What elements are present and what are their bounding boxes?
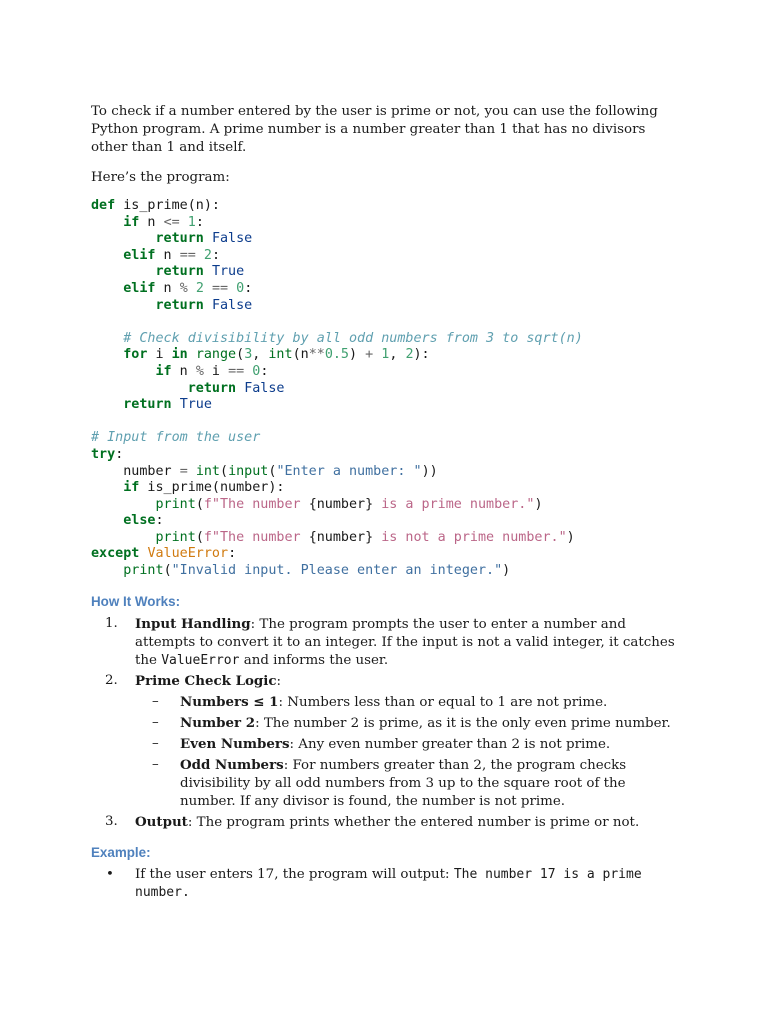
code-comment: # Input from the user — [91, 430, 261, 446]
code-text — [204, 264, 212, 279]
code-text: ( — [268, 463, 277, 479]
code-operator: % — [179, 280, 188, 296]
code-line — [91, 430, 681, 447]
code-text: : — [228, 546, 237, 562]
code-line — [91, 447, 681, 464]
code-text — [236, 381, 244, 396]
sub-title: Number 2 — [180, 714, 256, 731]
code-number: 2 — [203, 247, 212, 263]
list-item — [91, 813, 681, 832]
step-title: Output — [135, 813, 188, 830]
list-number: 3. — [105, 813, 118, 829]
code-keyword: return — [123, 397, 172, 413]
code-text: ( — [236, 347, 245, 363]
code-text — [196, 248, 204, 263]
code-text: )) — [421, 463, 438, 479]
code-fstring: f"The number — [203, 496, 309, 512]
code-operator: + — [365, 347, 374, 363]
code-keyword: if — [123, 214, 140, 230]
code-text — [91, 563, 123, 578]
code-number: 1 — [187, 214, 196, 230]
code-text — [91, 281, 123, 296]
code-text — [91, 248, 123, 263]
code-keyword: try — [91, 446, 116, 462]
code-text: ( — [220, 463, 229, 479]
code-line — [91, 331, 681, 348]
code-text: : — [244, 280, 253, 296]
code-keyword: return — [155, 297, 204, 313]
code-line — [91, 198, 681, 215]
sub-title: Odd Numbers — [180, 756, 284, 773]
sub-list-item — [135, 735, 681, 754]
code-line — [91, 497, 681, 514]
code-number: 1 — [381, 347, 390, 363]
code-constant: True — [211, 264, 245, 280]
code-keyword: return — [155, 231, 204, 247]
code-text — [172, 397, 180, 412]
code-keyword: return — [155, 264, 204, 280]
code-text — [91, 497, 156, 512]
code-text: {number} — [308, 496, 374, 512]
code-number: 0.5 — [324, 347, 349, 363]
code-line — [91, 563, 681, 580]
code-blank-line — [91, 414, 681, 431]
code-text — [204, 298, 212, 313]
code-text: ): — [413, 347, 430, 363]
code-blank-line — [91, 314, 681, 331]
code-line — [91, 248, 681, 265]
sub-list-item — [135, 756, 681, 811]
code-builtin: int — [195, 463, 220, 479]
code-text: {number} — [308, 529, 374, 545]
code-operator: == — [211, 280, 229, 296]
code-string: "Invalid input. Please enter an integer." — [171, 563, 503, 579]
inline-code: ValueError — [161, 652, 240, 668]
code-comment: # Check divisibility by all odd numbers from 3 to sqrt(n) — [123, 330, 583, 346]
code-text — [91, 331, 123, 346]
code-constant: False — [211, 297, 253, 313]
example-text: If the user enters 17, the program will output: — [135, 866, 454, 882]
code-text: n — [171, 363, 196, 379]
code-line — [91, 397, 681, 414]
sub-text: : Any even number greater than 2 is not prime. — [289, 736, 611, 752]
code-text: ) — [349, 347, 366, 363]
code-line — [91, 231, 681, 248]
code-text — [204, 231, 212, 246]
code-operator: % — [195, 363, 204, 379]
code-text: ( — [195, 496, 204, 512]
code-text — [91, 513, 123, 528]
code-keyword: except — [91, 546, 140, 562]
program-lead-text: Here’s the program: — [91, 170, 230, 185]
code-line — [91, 546, 681, 563]
code-number: 3 — [244, 347, 253, 363]
inline-code: The number 17 is a prime number. — [135, 866, 642, 900]
dash-bullet: – — [152, 714, 159, 730]
sub-text: : The number 2 is prime, as it is the only even prime number. — [255, 715, 671, 731]
code-text — [91, 381, 188, 396]
code-operator: == — [228, 363, 245, 379]
code-text: , — [389, 347, 406, 363]
code-text — [204, 281, 212, 296]
sub-list — [135, 693, 681, 811]
code-text: ) — [502, 563, 511, 579]
sub-text: : Numbers less than or equal to 1 are not prime. — [278, 694, 608, 710]
list-item — [91, 615, 681, 670]
sub-text: : For numbers greater than 2, the program checks divisibility by all odd numbers from 3 up to the square root of the number. If any divisor is found, the number is not prime. — [180, 757, 627, 809]
example-list — [91, 866, 681, 902]
code-text: ) — [566, 529, 575, 545]
code-keyword: for — [123, 347, 148, 363]
code-line — [91, 464, 681, 481]
code-keyword: def — [91, 198, 116, 213]
code-exception: ValueError — [147, 546, 229, 562]
code-line — [91, 281, 681, 298]
code-constant: False — [211, 231, 253, 247]
dash-bullet: – — [152, 693, 159, 709]
code-text: is_prime(number): — [139, 480, 285, 496]
list-item — [91, 672, 681, 811]
code-number: 0 — [252, 363, 261, 379]
sub-title: Numbers ≤ 1 — [180, 693, 279, 710]
document-page — [91, 103, 681, 902]
code-text: i — [147, 347, 172, 363]
code-line — [91, 480, 681, 497]
code-text: n — [155, 280, 180, 296]
code-text: : — [115, 446, 124, 462]
code-line — [91, 513, 681, 530]
code-text: : — [260, 363, 269, 379]
code-text — [91, 298, 156, 313]
code-text: : — [211, 247, 220, 263]
code-string: "Enter a number: " — [276, 463, 422, 479]
code-operator: = — [179, 463, 188, 479]
step-title: Input Handling — [135, 615, 251, 632]
code-text — [188, 281, 196, 296]
code-text — [91, 231, 156, 246]
step-text: : The program prompts the user to enter a number and attempts to convert it to an integer. If the input is not a valid integer, it catches the — [135, 616, 675, 668]
code-text — [188, 464, 196, 479]
code-keyword: elif — [123, 247, 156, 263]
code-text: number — [91, 463, 180, 479]
code-text: n — [139, 214, 164, 230]
how-it-works-heading: How It Works: — [91, 593, 181, 609]
code-line — [91, 215, 681, 232]
bullet: • — [106, 866, 114, 882]
code-text — [91, 215, 123, 230]
code-number: 0 — [236, 280, 245, 296]
code-text: n — [155, 247, 180, 263]
code-text — [91, 347, 123, 362]
step-text: : The program prints whether the entered number is prime or not. — [187, 814, 640, 830]
dash-bullet: – — [152, 735, 159, 751]
list-item — [91, 866, 681, 902]
code-line — [91, 364, 681, 381]
code-line — [91, 347, 681, 364]
code-keyword: if — [123, 480, 140, 496]
code-text: : — [155, 513, 164, 529]
code-builtin: int — [268, 347, 293, 363]
code-text: i — [203, 363, 229, 379]
code-keyword: in — [171, 347, 188, 363]
code-builtin: print — [155, 529, 196, 545]
step-text: : — [276, 673, 282, 689]
code-text: ( — [195, 529, 204, 545]
step-text: and informs the user. — [239, 652, 389, 668]
code-text: ( — [163, 563, 172, 579]
code-text — [228, 281, 236, 296]
list-number: 1. — [105, 615, 118, 631]
sub-list-item — [135, 693, 681, 712]
code-keyword: elif — [123, 280, 156, 296]
example-heading: Example: — [91, 844, 151, 860]
code-fstring: is a prime number." — [373, 496, 535, 512]
code-text — [180, 215, 188, 230]
code-builtin: print — [155, 496, 196, 512]
steps-list — [91, 615, 681, 832]
code-line — [91, 381, 681, 398]
code-line — [91, 264, 681, 281]
code-keyword: return — [187, 380, 237, 396]
intro-paragraph: To check if a number entered by the user is prime or not, you can use the following Python program. A prime number is a number greater than 1 that has no divisors other than 1 and itself. — [91, 104, 658, 155]
code-keyword: else — [123, 513, 156, 529]
code-text: : — [195, 214, 204, 230]
code-keyword: if — [155, 363, 172, 379]
code-fstring: is not a prime number." — [373, 529, 567, 545]
code-constant: True — [179, 397, 212, 413]
code-text — [91, 530, 156, 545]
code-text — [91, 364, 156, 379]
code-operator: <= — [163, 214, 180, 230]
dash-bullet: – — [152, 756, 159, 772]
code-builtin: range — [195, 347, 237, 363]
step-title: Prime Check Logic — [135, 672, 277, 689]
code-text — [91, 397, 123, 412]
code-number: 2 — [195, 280, 204, 296]
code-text — [91, 264, 156, 279]
code-block — [91, 198, 681, 580]
code-text: , — [252, 347, 269, 363]
list-number: 2. — [105, 672, 118, 688]
code-fstring: f"The number — [203, 529, 309, 545]
code-constant: False — [244, 380, 285, 396]
code-line — [91, 298, 681, 315]
code-line — [91, 530, 681, 547]
sub-title: Even Numbers — [180, 735, 290, 752]
code-text — [188, 347, 196, 362]
code-text: is_prime(n): — [115, 198, 220, 213]
code-builtin: print — [123, 563, 164, 579]
code-operator: ** — [308, 347, 325, 363]
code-text: (n — [292, 347, 309, 363]
code-text — [91, 480, 123, 495]
sub-list-item — [135, 714, 681, 733]
code-text: ) — [534, 496, 543, 512]
code-builtin: input — [228, 463, 269, 479]
code-number: 2 — [405, 347, 414, 363]
code-operator: == — [179, 247, 196, 263]
